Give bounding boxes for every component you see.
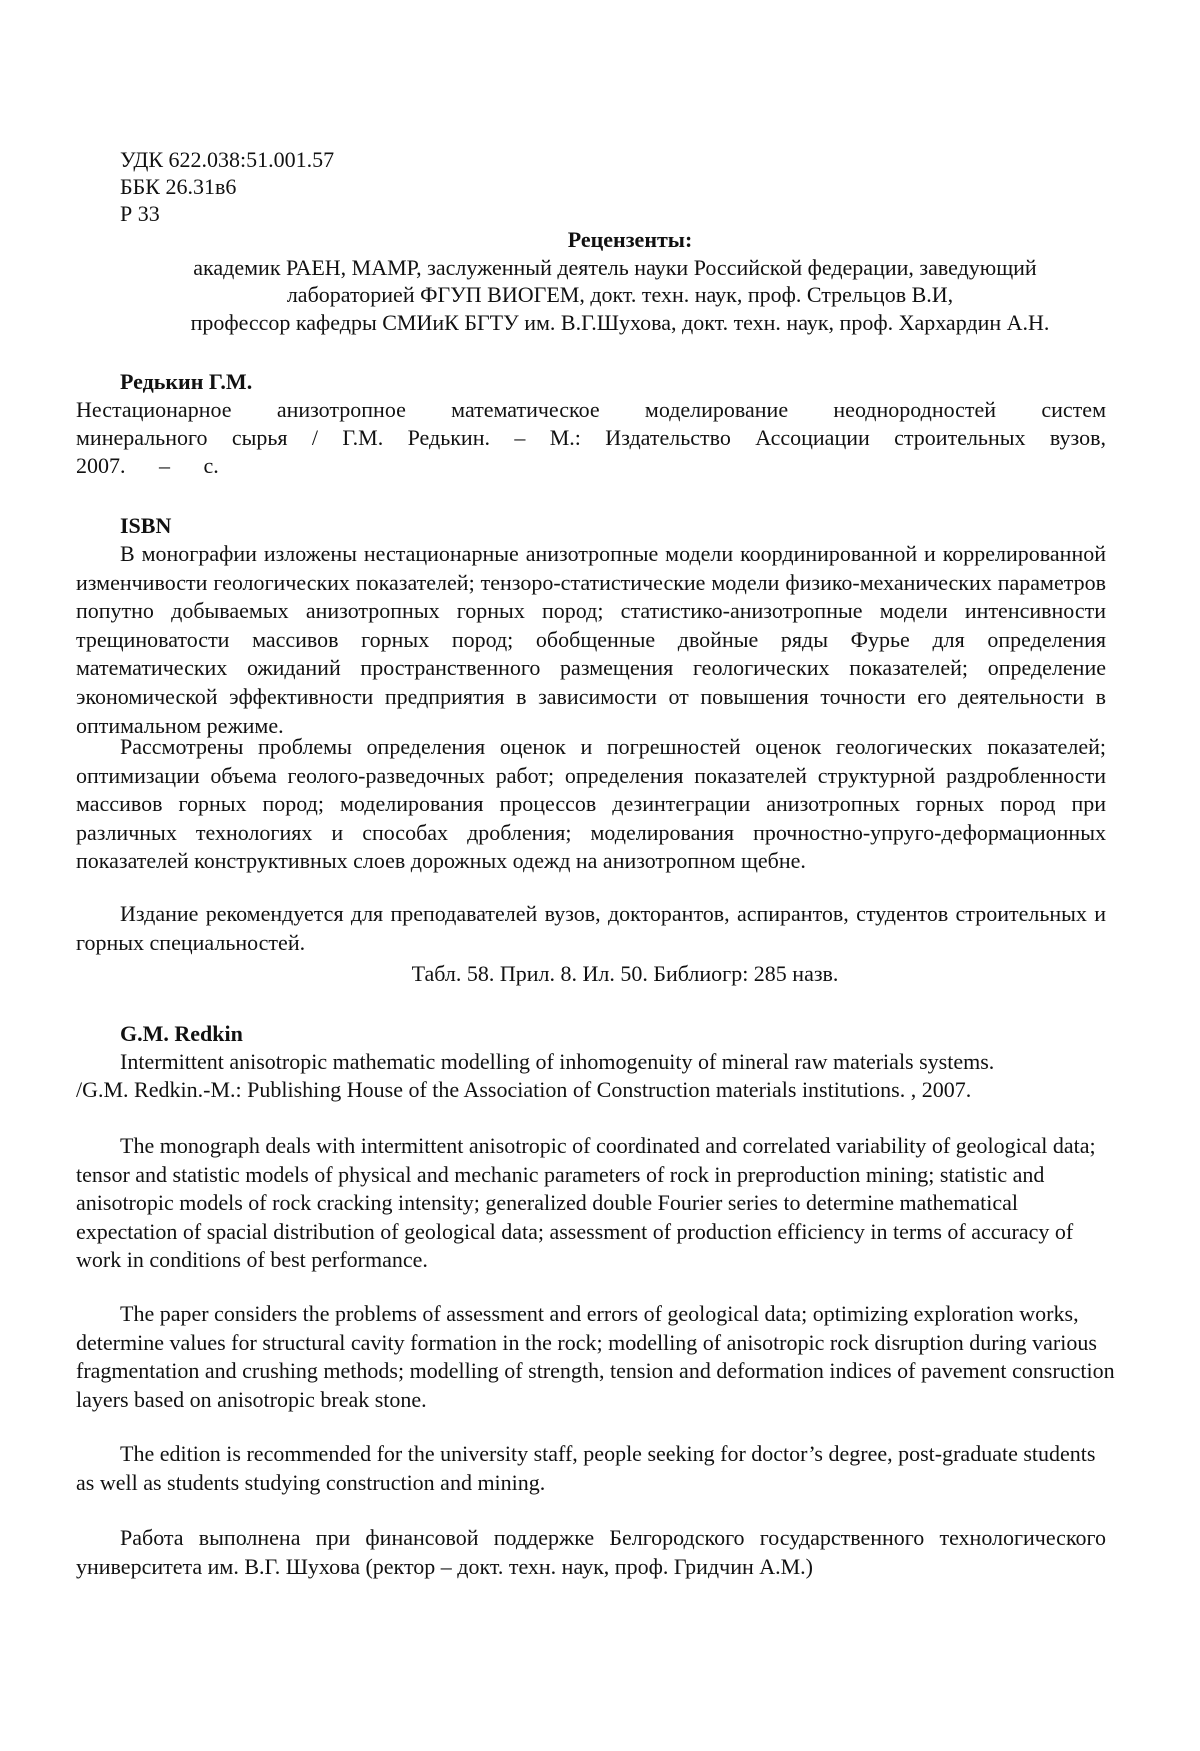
udk-code: УДК 622.038:51.001.57 [120,147,335,172]
ru-abstract-paragraph-1: В монографии изложены нестационарные анизотропные модели координированной и коррелированной изменчивости геологических показателей; тензоро-статистические модели физико-механических параметров попутно добываемых анизотропных горных пород; статистико-анизотропные модели интенсивности трещиноватости массивов горных пород; обобщенные двойные ряды Фурье для определения математических ожиданий пространственного размещения геологических показателей; определение экономической эффективности предприятия в зависимости от повышения точности его деятельности в оптимальном режиме. [76,541,1106,738]
en-citation-line-2: /G.M. Redkin.-M.: Publishing House of the Association of Construction materials institutions. , 2007. [76,1077,972,1102]
funding-note: Работа выполнена при финансовой поддержке Белгородского государственного технологического университета им. В.Г. Шухова (ректор – докт. техн. наук, проф. Гридчин А.М.) [76,1525,1106,1579]
reviewer-line-1: академик РАЕН, МАМР, заслуженный деятель науки Российской федерации, заведующий [193,255,1037,280]
ru-abstract-paragraph-2: Рассмотрены проблемы определения оценок и погрешностей оценок геологических показателей; оптимизации объема геолого-разведочных работ; определения показателей структурной раздробленности массивов горных пород; моделирования процессов дезинтеграции анизотропных горных пород при различных технологиях и способах дробления; моделирования прочностно-упруго-деформационных показателей конструктивных слоев дорожных одежд на анизотропном щебне. [76,734,1106,874]
en-citation-line-1: Intermittent anisotropic mathematic modelling of inhomogenuity of mineral raw materials systems. [120,1049,995,1074]
reviewer-line-3: профессор кафедры СМИиК БГТУ им. В.Г.Шухова, докт. техн. наук, проф. Хархардин А.Н. [190,310,1050,335]
en-abstract-paragraph-3: The edition is recommended for the university staff, people seeking for doctor’s degree, post-graduate students as well as students studying construction and mining. [76,1441,1096,1495]
reviewers-title: Рецензенты: [567,227,693,252]
en-author: G.M. Redkin [120,1021,243,1046]
author-mark-code: Р 33 [120,201,160,226]
ru-citation-line-3: 2007. – с. [76,453,219,478]
en-abstract-paragraph-1: The monograph deals with intermittent anisotropic of coordinated and correlated variability of geological data; tensor and statistic models of physical and mechanic parameters of rock in preproduction mining; statistic and anisotropic models of rock cracking intensity; generalized double Fourier series to determine mathematical expectation of spacial distribution of geological data; assessment of production efficiency in terms of accuracy of work in conditions of best performance. [76,1133,1096,1273]
ru-citation-line-2: минерального сырья / Г.М. Редькин. – М.: Издательство Ассоциации строительных вузов, [76,425,1106,450]
en-abstract-paragraph-2: The paper considers the problems of assessment and errors of geological data; optimizing exploration works, determine values for structural cavity formation in the rock; modelling of anisotropic rock disruption during various fragmentation and crushing methods; modelling of strength, tension and deformation indices of pavement consruction layers based on anisotropic break stone. [76,1301,1115,1412]
ru-citation-line-1: Нестационарное анизотропное математическое моделирование неоднородностей систем [76,397,1106,422]
ru-abstract-stats: Табл. 58. Прил. 8. Ил. 50. Библиогр: 285 назв. [411,961,839,986]
bbk-code: ББК 26.31в6 [120,174,237,199]
ru-author: Редькин Г.М. [120,369,253,394]
ru-abstract-paragraph-3: Издание рекомендуется для преподавателей вузов, докторантов, аспирантов, студентов строительных и горных специальностей. [76,901,1106,955]
reviewer-line-2: лабораторией ФГУП ВИОГЕМ, докт. техн. наук, проф. Стрельцов В.И, [286,282,954,307]
isbn-label: ISBN [120,513,172,538]
